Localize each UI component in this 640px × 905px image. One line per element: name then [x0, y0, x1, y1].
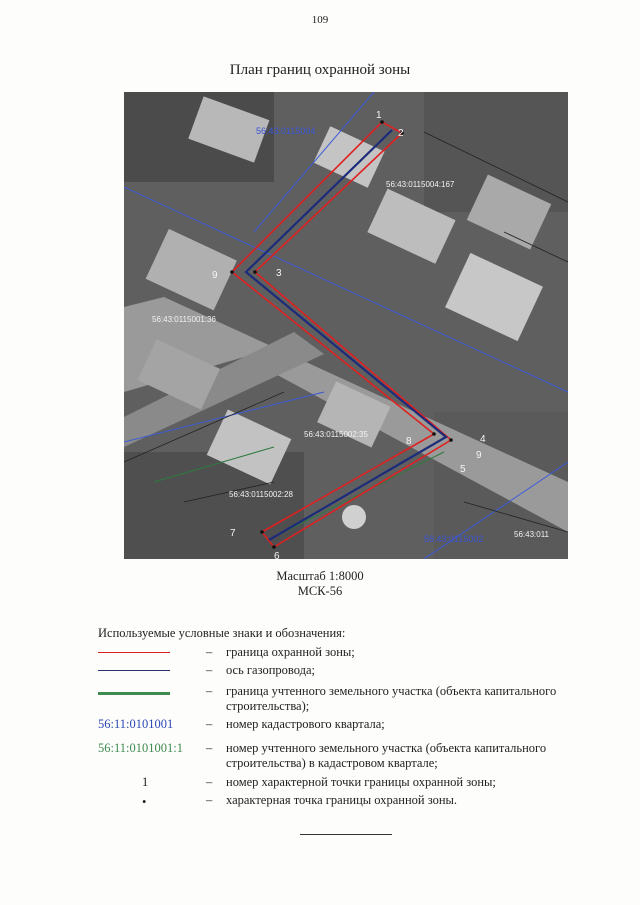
page-title: План границ охранной зоны	[229, 62, 411, 78]
point-number: 3	[276, 268, 282, 279]
legend-text: номер характерной точки границы охранной зоны;	[226, 775, 496, 789]
parcel-label: 56:43:0115002:28	[229, 490, 293, 499]
scale-text: Масштаб 1:8000	[276, 569, 364, 583]
crs-text: МСК-56	[297, 584, 343, 598]
parcel-label: 56:43:0115001:36	[152, 315, 216, 324]
legend-pipe-axis-symbol	[98, 670, 170, 671]
quarter-label: 56:43:011	[514, 530, 549, 539]
parcel-label: 56:43:0115004:167	[386, 180, 455, 189]
point-number: 9	[212, 270, 218, 281]
legend-text: номер кадастрового квартала;	[226, 717, 385, 731]
map-svg	[124, 92, 568, 559]
legend-text: номер учтенного земельного участка (объекта капитального строительства) в кадастровом квартале;	[226, 741, 547, 770]
footer-divider	[300, 834, 392, 835]
legend-point-number-sample: 1	[142, 775, 149, 789]
point-number: 2	[398, 128, 404, 139]
legend-dash: –	[206, 717, 213, 731]
quarter-label: 56:43:0115002	[424, 534, 484, 544]
point-number: 6	[274, 551, 280, 559]
legend-dash: –	[206, 775, 213, 789]
point-number: 7	[230, 528, 236, 539]
parcel-label: 56:43:0115002:35	[304, 430, 368, 439]
legend-text: граница охранной зоны;	[226, 645, 355, 659]
page-number: 109	[311, 14, 329, 26]
point-number: 1	[376, 110, 382, 121]
scale-block	[0, 569, 640, 599]
quarter-label: 56:43:0115004	[256, 126, 316, 136]
legend-parcel-number-sample: 56:11:0101001:1	[98, 741, 183, 755]
point-number: 5	[460, 464, 466, 475]
legend-green-line-symbol	[98, 692, 170, 695]
legend-heading: Используемые условные знаки и обозначения:	[98, 626, 346, 640]
legend-point-dot-sample: •	[142, 795, 147, 809]
map-image	[124, 92, 568, 559]
legend-text: характерная точка границы охранной зоны.	[226, 793, 458, 807]
legend-quarter-number-sample: 56:11:0101001	[98, 717, 174, 731]
legend-text: ось газопровода;	[226, 663, 316, 677]
legend-dash: –	[206, 741, 213, 755]
point-number: 8	[406, 436, 412, 447]
legend-dash: –	[206, 663, 213, 677]
legend-dash: –	[206, 684, 213, 698]
legend-dash: –	[206, 793, 213, 807]
legend-red-line-symbol	[98, 652, 170, 653]
point-number: 9	[476, 450, 482, 461]
legend-text: граница учтенного земельного участка (объекта капитального строительства);	[226, 684, 557, 713]
point-number: 4	[480, 434, 486, 445]
legend-dash: –	[206, 645, 213, 659]
